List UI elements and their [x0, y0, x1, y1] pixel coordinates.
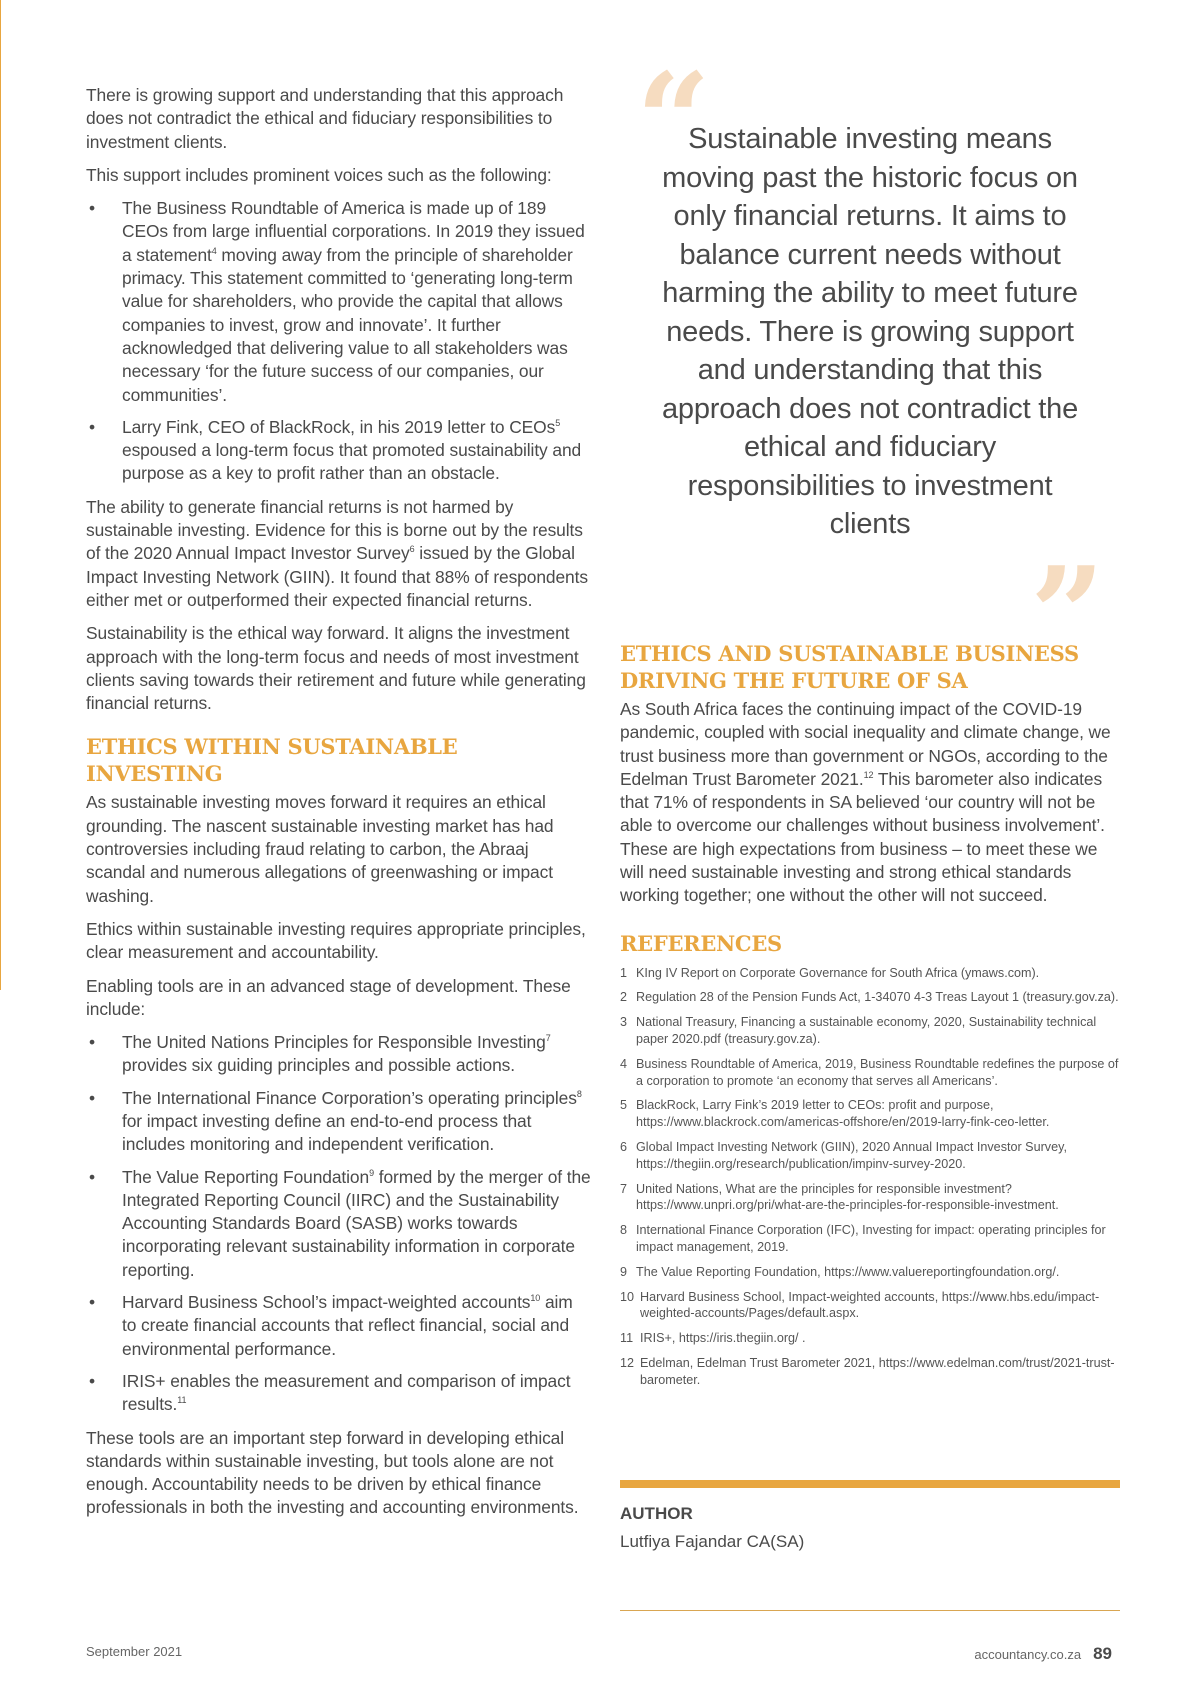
author-name: Lutfiya Fajandar CA(SA) — [620, 1532, 805, 1551]
list-item: • Larry Fink, CEO of BlackRock, in his 2019 letter to CEOs$^5$ espoused a long-term focus that promoted sustainability and purpose as a key to profit rather than an obstacle. — [89, 416, 582, 484]
future-paragraph: As South Africa faces the continuing impact of the COVID-19 pandemic, coupled with social inequality and climate change, we trust business more than government or NGOs, according to the Edelman Trust Barometer 2021.12 This barometer also indicates that 71% of respondents in SA believed ‘our country will not be able to overcome our challenges without business involvement’. These are high expectations from business – to meet these we will need sustainable investing and strong ethical standards working together; one without the other will not succeed. — [620, 699, 1111, 906]
footnote-ref: 7 — [545, 1033, 551, 1044]
right-column-section — [620, 640, 1120, 1397]
reference-item: 1 KIng IV Report on Corporate Governance for South Africa (ymaws.com). — [620, 965, 1040, 980]
intro-paragraph: This support includes prominent voices such as the following: — [86, 164, 552, 185]
bullet-icon: • — [89, 1370, 95, 1391]
reference-item: 4 Business Roundtable of America, 2019, Business Roundtable redefines the purpose of a corporation to promote ‘an economy that serves all Americans’. — [620, 1056, 1119, 1088]
reference-item: 8 International Finance Corporation (IFC), Investing for impact: operating principles for impact management, 2019. — [620, 1223, 1106, 1255]
footnote-ref: 11 — [177, 1395, 187, 1406]
returns-paragraph: The ability to generate financial returns is not harmed by sustainable investing. Evidence for this is borne out by the results of the 2020 Annual Impact Investor Survey$^6$ issued by the Global Impact Investing Network (GIIN). It found that 88% of respondents either met or outperformed their expected financial returns. — [86, 496, 588, 610]
author-accent-bar — [620, 1480, 1120, 1488]
footnote-ref: 12 — [863, 770, 874, 781]
close-quote-icon: ” — [1030, 538, 1105, 691]
tools-paragraph: Enabling tools are in an advanced stage of development. These include: — [86, 975, 571, 1019]
reference-item: 2 Regulation 28 of the Pension Funds Act, 1-34070 4-3 Treas Layout 1 (treasury.gov.za). — [620, 990, 1119, 1005]
footnote-ref: 4 — [211, 245, 217, 256]
grounding-paragraph: As sustainable investing moves forward it requires an ethical grounding. The nascent sustainable investing market has had controversies including fraud relating to carbon, the Abraaj scandal and numerous allegations of greenwashing or impact washing. — [86, 792, 554, 906]
footer-right — [974, 1644, 1112, 1664]
section-heading-future: ETHICS AND SUSTAINABLE BUSINESS DRIVING THE FUTURE OF SA — [620, 641, 1079, 693]
open-quote-icon: “ — [636, 44, 711, 197]
left-column — [86, 84, 591, 1530]
closing-paragraph: These tools are an important step forward in developing ethical standards within sustainable investing, but tools alone are not enough. Accountability needs to be driven by ethical finance professionals in both the investing and accounting environments. — [86, 1427, 579, 1518]
footnote-ref: 5 — [555, 418, 561, 429]
footer-date: September 2021 — [86, 1644, 183, 1659]
references-list — [620, 965, 1120, 1389]
bullet-icon: • — [89, 416, 95, 437]
tools-bullet-list — [86, 1031, 591, 1416]
section-heading-references: REFERENCES — [620, 930, 782, 956]
reference-item: 10 Harvard Business School, Impact-weighted accounts, https://www.hbs.edu/impact-weighted-accounts/Pages/default.aspx. — [620, 1289, 1100, 1321]
list-item: • Harvard Business School’s impact-weighted accounts$^{10}$ aim to create financial accounts that reflect financial, social and environmental performance. — [89, 1292, 573, 1359]
footnote-ref: 8 — [576, 1088, 582, 1099]
page-edge-accent-line — [0, 0, 1, 990]
author-divider — [620, 1610, 1120, 1611]
principles-paragraph: Ethics within sustainable investing requires appropriate principles, clear measurement and accountability. — [86, 918, 586, 963]
list-item: • The Value Reporting Foundation$^9$ formed by the merger of the Integrated Reporting Council (IIRC) and the Sustainability Accounting Standards Board (SASB) works towards incorporating relevant sustainability information in corporate reporting. — [89, 1166, 591, 1280]
bullet-icon: • — [89, 1292, 95, 1313]
reference-item: 11 IRIS+, https://iris.thegiin.org/ . — [620, 1331, 806, 1346]
reference-item: 7 United Nations, What are the principles for responsible investment? https://www.unpri.org/pri/what-are-the-principles-for-responsible-investment. — [620, 1181, 1059, 1213]
page-number: 89 — [1093, 1644, 1112, 1663]
list-item: • The International Finance Corporation’s operating principles$^8$ for impact investing define an end-to-end process that includes monitoring and independent verification. — [89, 1087, 582, 1155]
ethical-way-paragraph: Sustainability is the ethical way forward. It aligns the investment approach with the long-term focus and needs of most investment clients saving towards their retirement and future while generating financial returns. — [86, 623, 586, 714]
footnote-ref: 9 — [369, 1167, 374, 1178]
reference-item: 5 BlackRock, Larry Fink’s 2019 letter to CEOs: profit and purpose, https://www.blackrock.com/americas-offshore/en/2019-larry-fink-ceo-letter. — [620, 1098, 1050, 1130]
list-item: • The United Nations Principles for Responsible Investing$^7$ provides six guiding principles and possible actions. — [89, 1032, 551, 1076]
intro-paragraph: There is growing support and understanding that this approach does not contradict the ethical and fiduciary responsibilities to investment clients. — [86, 85, 564, 152]
list-item: • IRIS+ enables the measurement and comparison of impact results.$^{11}$ — [89, 1370, 571, 1415]
section-heading-ethics: ETHICS WITHIN SUSTAINABLE INVESTING — [86, 734, 458, 787]
footnote-ref: 6 — [409, 544, 415, 555]
bullet-icon: • — [89, 1087, 95, 1108]
bullet-icon: • — [89, 1032, 95, 1053]
reference-item: 12 Edelman, Edelman Trust Barometer 2021, https://www.edelman.com/trust/2021-trust-barometer. — [620, 1356, 1115, 1387]
author-label: AUTHOR — [620, 1504, 693, 1523]
list-item: • The Business Roundtable of America is made up of 189 CEOs from large influential corporations. In 2019 they issued a statement$^4$ moving away from the principle of shareholder primacy. This statement committed to ‘generating long-term value for shareholders, who provide the capital that allows companies to invest, grow and innovate’. It further acknowledged that delivering value to all stakeholders was necessary ‘for the future success of our companies, our communities’. — [89, 198, 585, 405]
pull-quote-text: Sustainable investing means moving past the historic focus on only financial returns. It aims to balance current needs without harming the ability to meet future needs. There is growing support and understanding that this approach does not contradict the ethical and fiduciary responsibilities to investment clients — [662, 123, 1078, 540]
voices-bullet-list — [86, 197, 591, 486]
reference-item: 9 The Value Reporting Foundation, https://www.valuereportingfoundation.org/. — [620, 1264, 1060, 1279]
bullet-icon: • — [89, 198, 95, 219]
bullet-icon: • — [89, 1166, 95, 1187]
reference-item: 6 Global Impact Investing Network (GIIN), 2020 Annual Impact Investor Survey, https://thegiin.org/research/publication/impinv-survey-2020. — [620, 1140, 1067, 1171]
reference-item: 3 National Treasury, Financing a sustainable economy, 2020, Sustainability technical paper 2020.pdf (treasury.gov.za). — [620, 1015, 1097, 1047]
footer-site: accountancy.co.za — [974, 1647, 1082, 1662]
footnote-ref: 10 — [530, 1293, 541, 1304]
